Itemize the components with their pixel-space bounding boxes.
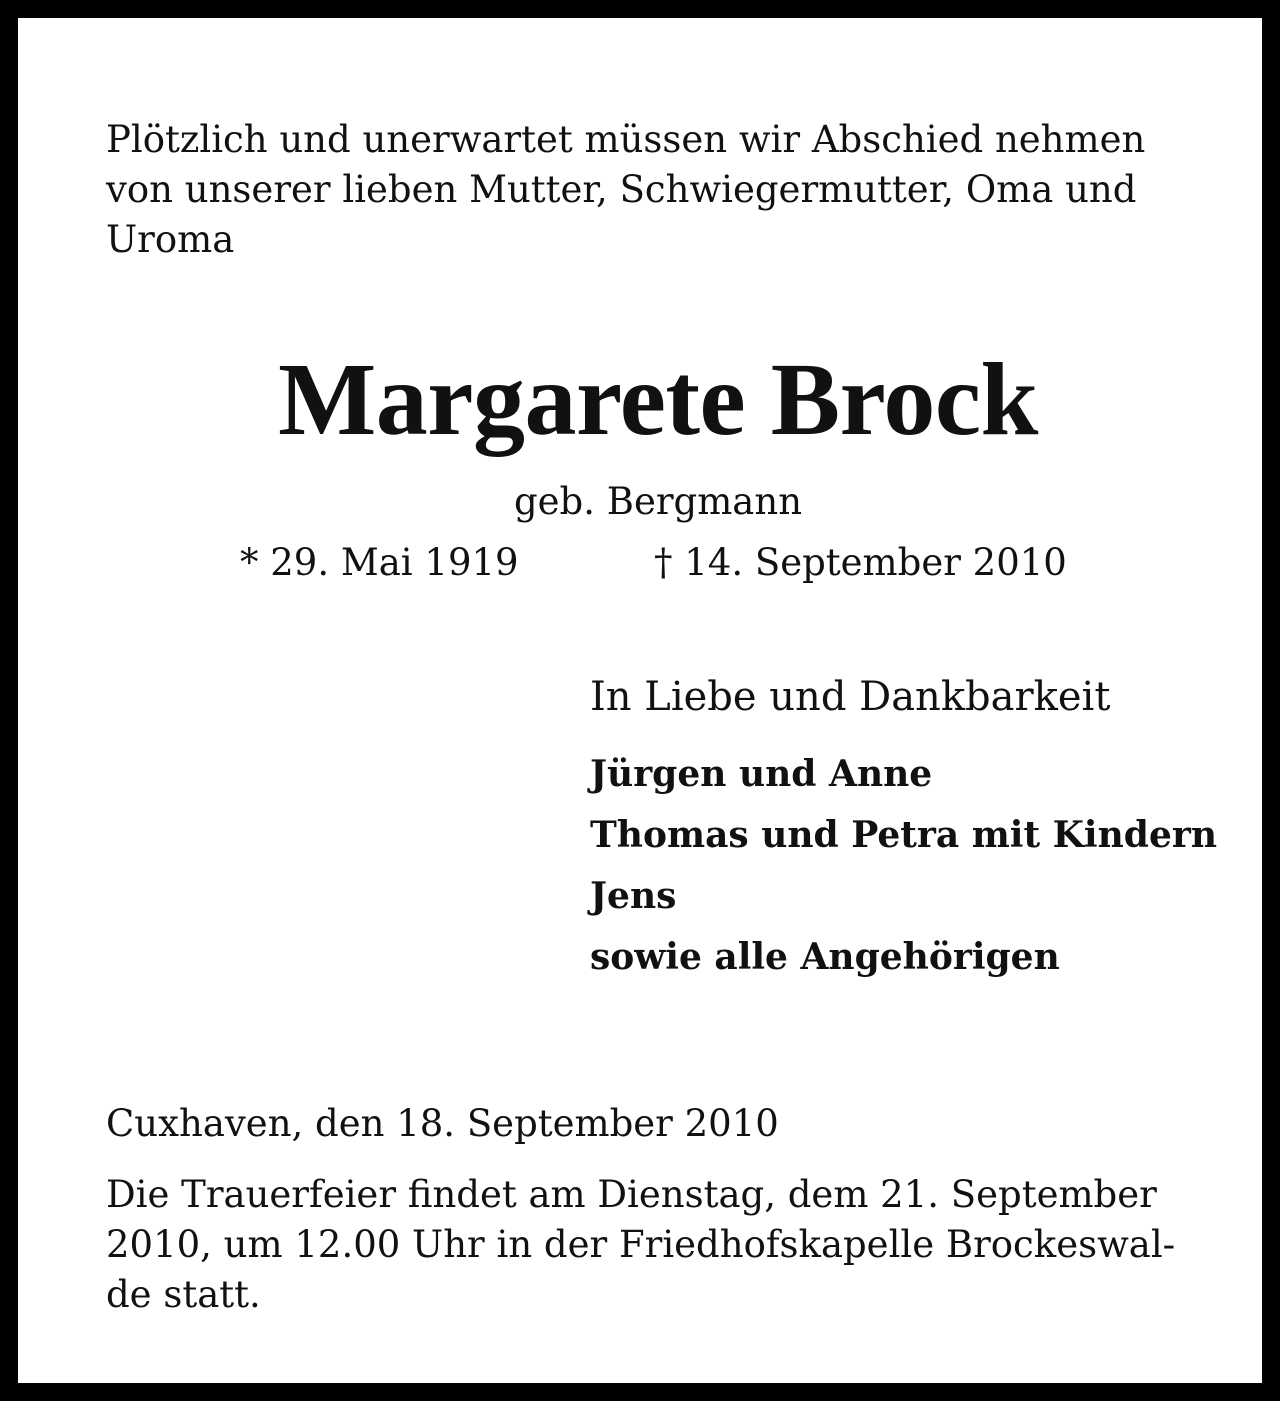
service-line: 2010, um 12.00 Uhr in der Friedhofskapelle Brockeswal-: [106, 1223, 1176, 1266]
intro-line: Uroma: [106, 218, 235, 261]
mourners-list: [590, 744, 1217, 988]
service-line: Die Trauerfeier findet am Dienstag, dem 21. September: [106, 1173, 1157, 1216]
maiden-name: geb. Bergmann: [513, 480, 803, 523]
place-date: Cuxhaven, den 18. September 2010: [106, 1102, 779, 1145]
list-item: Thomas und Petra mit Kindern: [590, 814, 1217, 856]
service-line: de statt.: [106, 1273, 261, 1316]
death-date: † 14. September 2010: [654, 541, 1067, 584]
birth-date: * 29. Mai 1919: [240, 541, 519, 584]
intro-line: von unserer lieben Mutter, Schwiegermutter, Oma und: [106, 168, 1137, 211]
intro-text: [106, 115, 1216, 265]
list-item: sowie alle Angehörigen: [590, 936, 1060, 978]
service-notice: [106, 1170, 1216, 1320]
closing-phrase: In Liebe und Dankbarkeit: [590, 674, 1111, 720]
intro-line: Plötzlich und unerwartet müssen wir Abschied nehmen: [106, 118, 1146, 161]
deceased-name: Margarete Brock: [278, 342, 1038, 457]
list-item: Jens: [590, 875, 677, 917]
list-item: Jürgen und Anne: [590, 753, 933, 795]
